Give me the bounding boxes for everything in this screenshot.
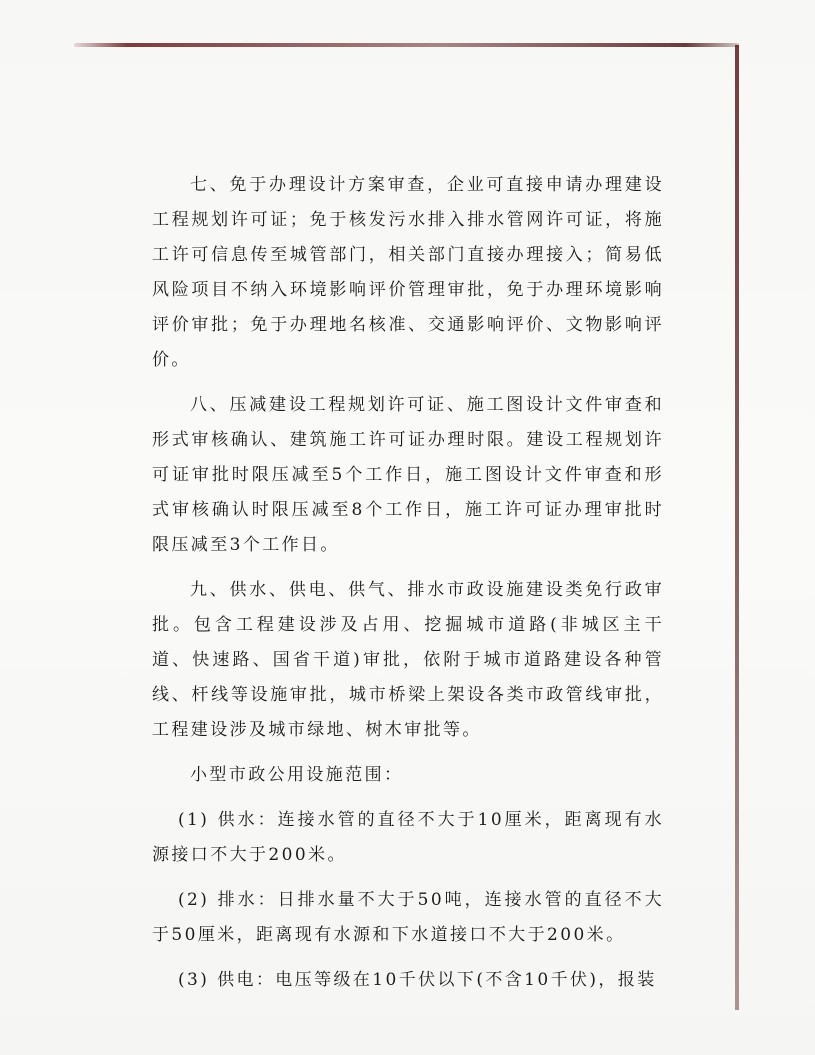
paragraph-nine: 九、供水、供电、供气、排水市政设施建设类免行政审批。包含工程建设涉及占用、挖掘城市道路(非城区主干道、快速路、国省干道)审批，依附于城市道路建设各种管线、杆线等设施审批，城市桥梁上架设各类市政管线审批，工程建设涉及城市绿地、树木审批等。: [152, 580, 664, 740]
paragraph-seven: 七、免于办理设计方案审查，企业可直接申请办理建设工程规划许可证；免于核发污水排入排水管网许可证，将施工许可信息传至城管部门，相关部门直接办理接入；简易低风险项目不纳入环境影响评价管理审批，免于办理环境影响评价审批；免于办理地名核准、交通影响评价、文物影响评价。: [152, 175, 664, 370]
document-body: [152, 168, 664, 1008]
scope-item-drainage: (2) 排水：日排水量不大于50吨，连接水管的直径不大于50厘米，距离现有水源和下水道接口不大于200米。: [152, 890, 664, 945]
scope-item-water-supply: (1) 供水：连接水管的直径不大于10厘米，距离现有水源接口不大于200米。: [152, 810, 664, 865]
right-border-rule: [735, 45, 739, 1010]
scope-heading: 小型市政公用设施范围：: [190, 765, 404, 785]
top-border-rule: [74, 43, 739, 47]
paragraph-eight: 八、压减建设工程规划许可证、施工图设计文件审查和形式审核确认、建筑施工许可证办理时限。建设工程规划许可证审批时限压减至5个工作日，施工图设计文件审查和形式审核确认时限压减至8个工作日，施工许可证办理审批时限压减至3个工作日。: [152, 395, 664, 555]
scope-item-power-supply: (3) 供电：电压等级在10千伏以下(不含10千伏)，报装: [178, 970, 657, 990]
